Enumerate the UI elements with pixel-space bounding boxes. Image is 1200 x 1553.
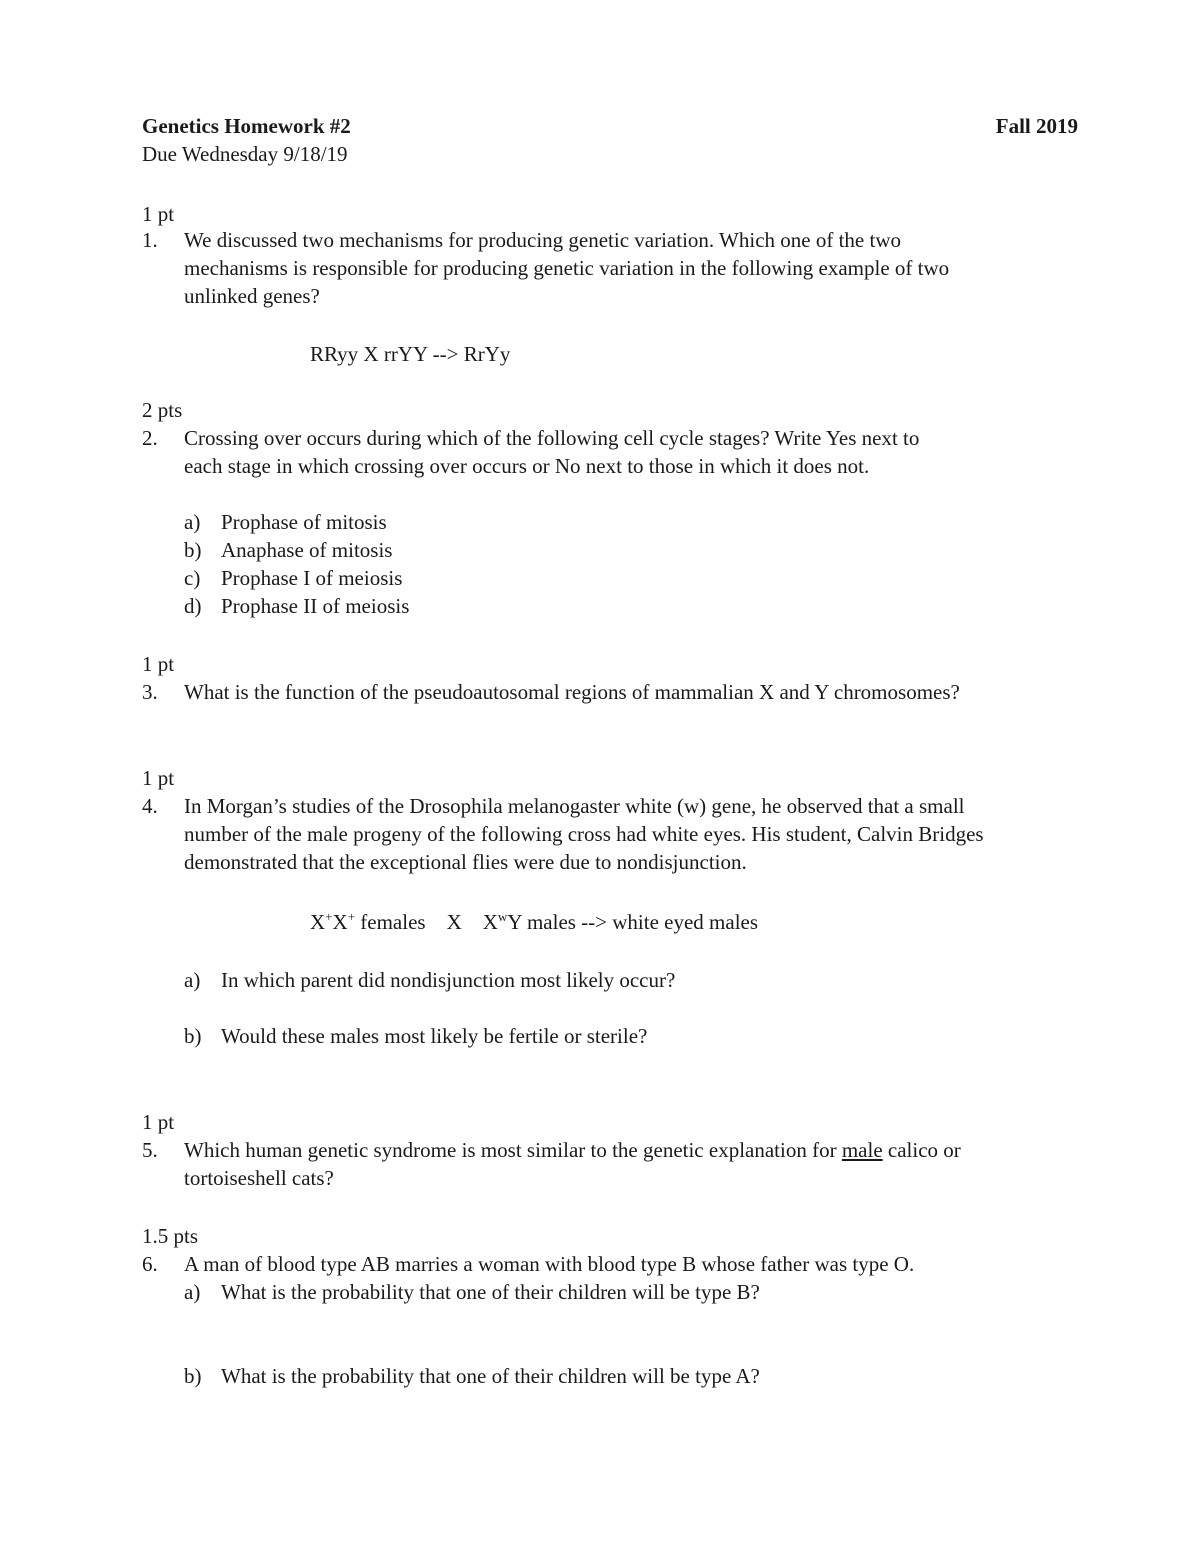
q5-line-after: calico or — [882, 1138, 961, 1162]
q4-line: In Morgan’s studies of the Drosophila melanogaster white (w) gene, he observed that a small — [184, 794, 965, 818]
q6-item-text: What is the probability that one of their children will be type A? — [221, 1364, 760, 1388]
q1-number: 1. — [142, 228, 158, 252]
q4-line: number of the male progeny of the following cross had white eyes. His student, Calvin Bridges — [184, 822, 984, 846]
q6-item-label: b) — [184, 1364, 202, 1388]
q4-cross-x1: X — [310, 910, 326, 934]
q5-points: 1 pt — [142, 1110, 175, 1134]
q4-item-label: a) — [184, 968, 201, 992]
q2-item-text: Prophase II of meiosis — [221, 594, 410, 618]
q4-cross — [310, 908, 758, 936]
q1-points: 1 pt — [142, 202, 175, 226]
q2-item-label: a) — [184, 510, 201, 534]
q4-cross-plus1: + — [325, 909, 333, 924]
q2-number: 2. — [142, 426, 158, 450]
q2-item-label: d) — [184, 594, 202, 618]
q6-points: 1.5 pts — [142, 1224, 199, 1248]
q2-item-text: Anaphase of mitosis — [221, 538, 393, 562]
q6-line: A man of blood type AB marries a woman with blood type B whose father was type O. — [184, 1252, 915, 1276]
q1-line: unlinked genes? — [184, 284, 320, 308]
q2-line: Crossing over occurs during which of the following cell cycle stages? Write Yes next to — [184, 426, 920, 450]
q3-number: 3. — [142, 680, 158, 704]
q2-item-text: Prophase of mitosis — [221, 510, 387, 534]
q1-line: mechanisms is responsible for producing genetic variation in the following example of two — [184, 256, 950, 280]
q5-line: tortoiseshell cats? — [184, 1166, 334, 1190]
q4-item-text: Would these males most likely be fertile or sterile? — [221, 1024, 648, 1048]
q2-points: 2 pts — [142, 398, 183, 422]
q4-item-text: In which parent did nondisjunction most likely occur? — [221, 968, 676, 992]
q5-number: 5. — [142, 1138, 158, 1162]
q4-cross-x2: X — [332, 910, 348, 934]
q4-line: demonstrated that the exceptional flies were due to nondisjunction. — [184, 850, 747, 874]
document-title: Genetics Homework #2 — [142, 114, 351, 138]
q1-line: We discussed two mechanisms for producing genetic variation. Which one of the two — [184, 228, 901, 252]
q4-cross-rest: Y males --> white eyed males — [507, 910, 759, 934]
q5-line-before: Which human genetic syndrome is most similar to the genetic explanation for — [184, 1138, 842, 1162]
term-label: Fall 2019 — [995, 114, 1078, 138]
q3-line: What is the function of the pseudoautosomal regions of mammalian X and Y chromosomes? — [184, 680, 960, 704]
q4-item-label: b) — [184, 1024, 202, 1048]
q2-line: each stage in which crossing over occurs or No next to those in which it does not. — [184, 454, 870, 478]
q6-item-text: What is the probability that one of their children will be type B? — [221, 1280, 760, 1304]
q2-item-label: c) — [184, 566, 201, 590]
q3-points: 1 pt — [142, 652, 175, 676]
q6-item-label: a) — [184, 1280, 201, 1304]
q6-number: 6. — [142, 1252, 158, 1276]
due-date: Due Wednesday 9/18/19 — [142, 142, 348, 166]
q2-item-text: Prophase I of meiosis — [221, 566, 403, 590]
q5-line — [184, 1136, 961, 1164]
q1-cross: RRyy X rrYY --> RrYy — [310, 342, 511, 366]
q4-number: 4. — [142, 794, 158, 818]
q4-points: 1 pt — [142, 766, 175, 790]
q4-cross-plus2: + — [347, 909, 356, 924]
q4-cross-females: females X X — [355, 910, 498, 934]
q4-cross-w: w — [497, 909, 508, 924]
q5-underlined-word: male — [841, 1138, 883, 1162]
q2-item-label: b) — [184, 538, 202, 562]
